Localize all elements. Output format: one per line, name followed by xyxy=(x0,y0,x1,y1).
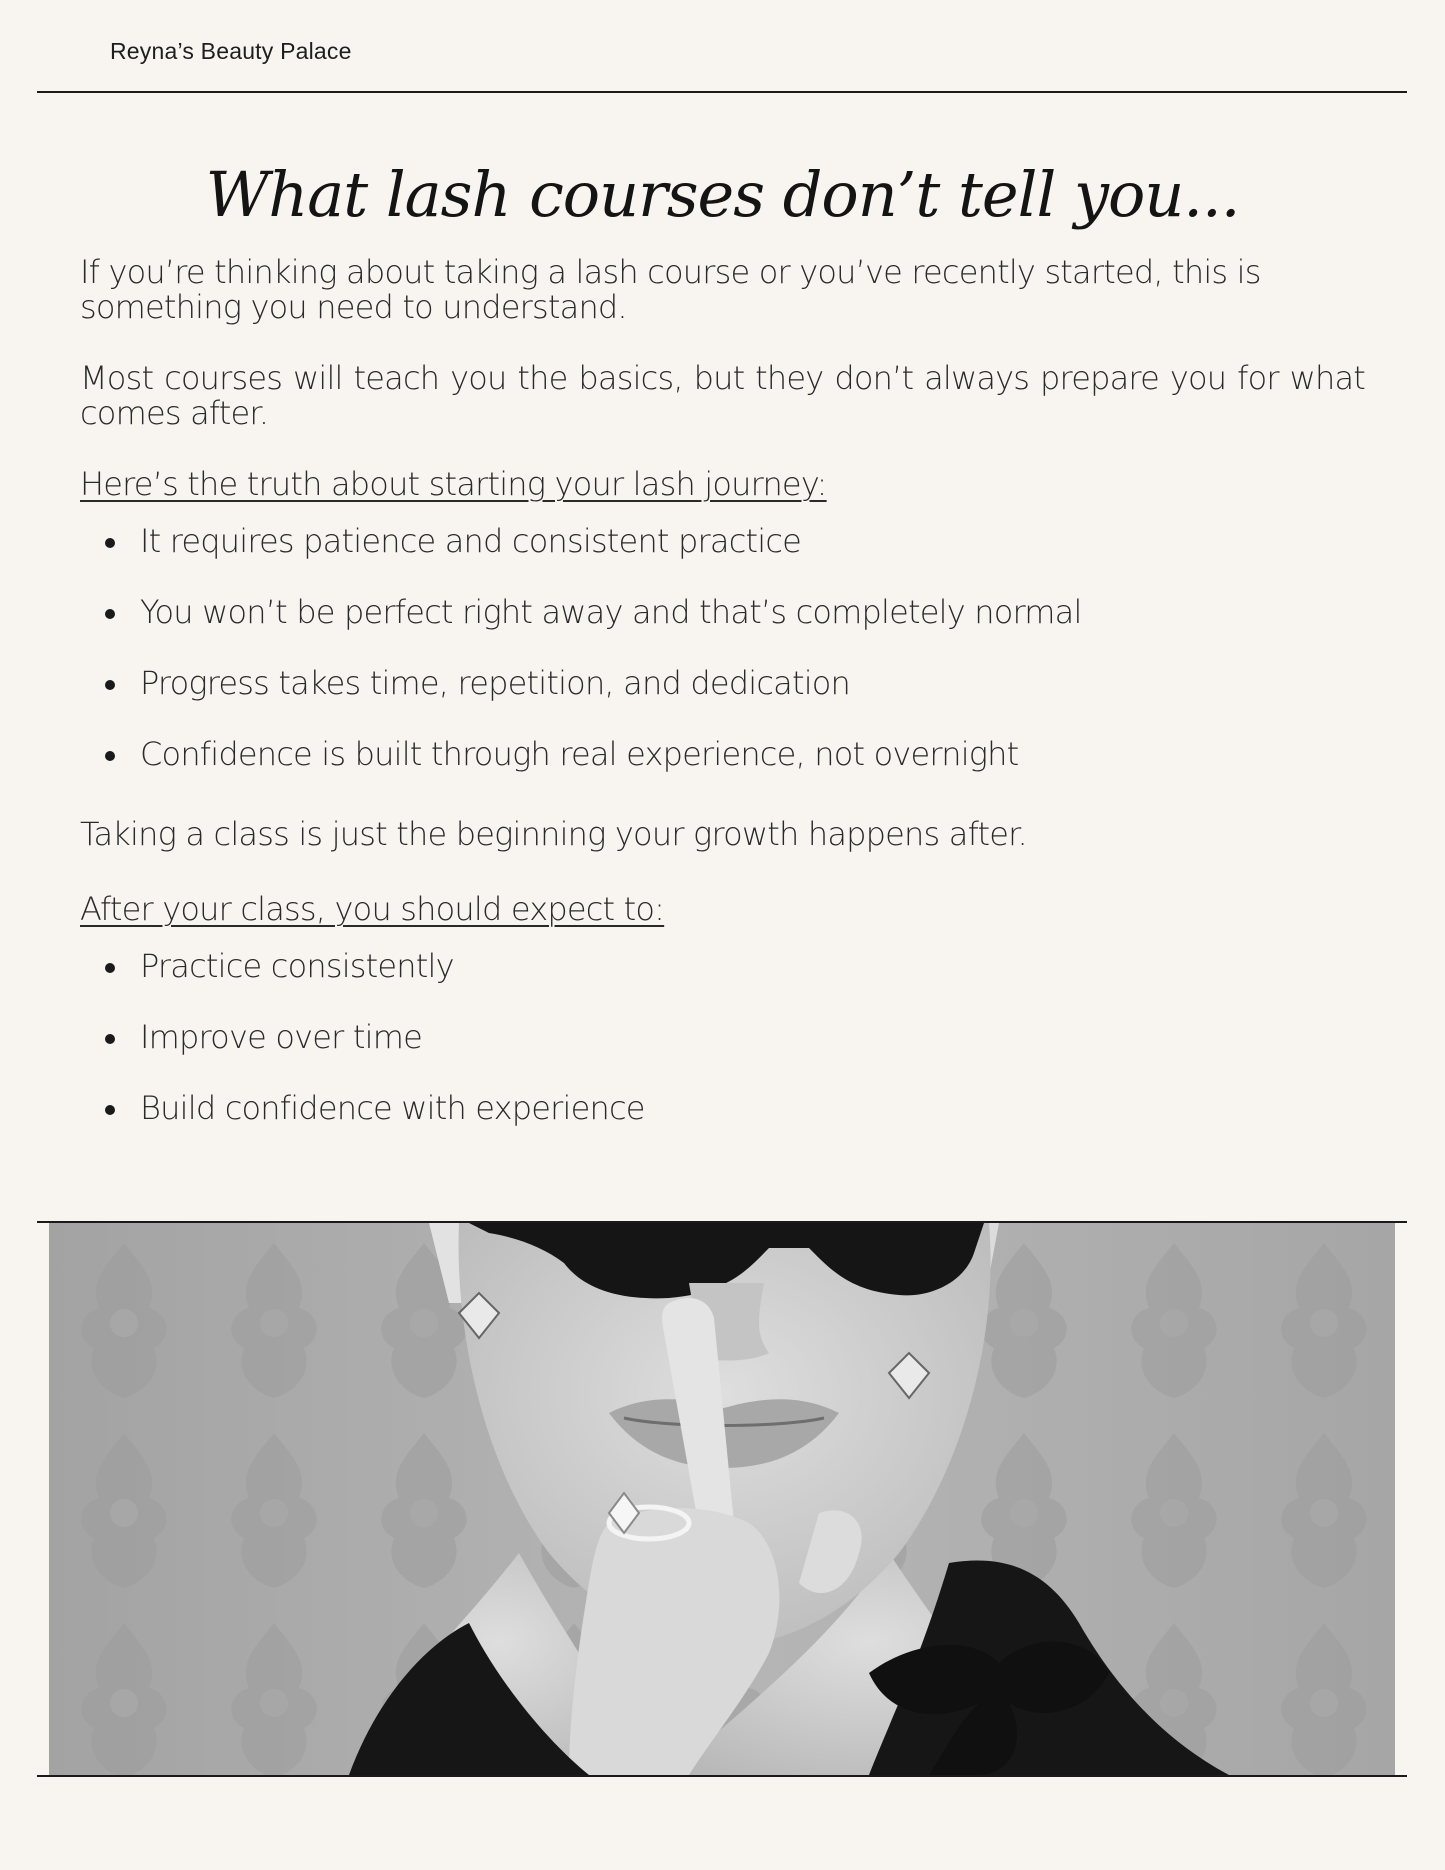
brand-name: Reyna’s Beauty Palace xyxy=(110,38,352,64)
intro-paragraph: Most courses will teach you the basics, but they don’t always prepare you for what comes after. xyxy=(80,359,1365,432)
list-item-text: Build confidence with experience xyxy=(140,1089,645,1127)
bullet-icon xyxy=(105,963,115,973)
hero-photo xyxy=(49,1223,1395,1775)
list-item-text: Practice consistently xyxy=(140,947,454,985)
bullet-icon xyxy=(105,751,115,761)
list-item xyxy=(80,949,1365,1020)
section-heading-truth: Here’s the truth about starting your lash journey: xyxy=(80,465,827,503)
bullet-icon xyxy=(105,680,115,690)
intro-paragraph: If you’re thinking about taking a lash course or you’ve recently started, this is something you need to understand. xyxy=(80,253,1261,326)
bullet-icon xyxy=(105,609,115,619)
list-item xyxy=(80,666,1365,737)
expectations-list xyxy=(80,949,1365,1162)
closing-paragraph: Taking a class is just the beginning your growth happens after. xyxy=(80,815,1027,853)
page-title: What lash courses don’t tell you... xyxy=(205,158,1240,231)
header-divider xyxy=(37,91,1407,93)
section-heading-expectations: After your class, you should expect to: xyxy=(80,890,665,928)
list-item xyxy=(80,737,1365,795)
list-item-text: Confidence is built through real experience, not overnight xyxy=(140,735,1019,773)
truth-list xyxy=(80,524,1365,795)
photo-bottom-divider xyxy=(37,1775,1407,1777)
list-item xyxy=(80,595,1365,666)
list-item-text: Improve over time xyxy=(140,1018,422,1056)
bullet-icon xyxy=(105,1105,115,1115)
list-item-text: You won’t be perfect right away and that’s completely normal xyxy=(140,593,1082,631)
list-item xyxy=(80,1020,1365,1091)
list-item xyxy=(80,524,1365,595)
bullet-icon xyxy=(105,538,115,548)
list-item xyxy=(80,1091,1365,1162)
article-body xyxy=(80,255,1365,1184)
list-item-text: Progress takes time, repetition, and dedication xyxy=(140,664,851,702)
bullet-icon xyxy=(105,1034,115,1044)
shush-woman-illustration xyxy=(49,1223,1395,1775)
list-item-text: It requires patience and consistent practice xyxy=(140,522,802,560)
